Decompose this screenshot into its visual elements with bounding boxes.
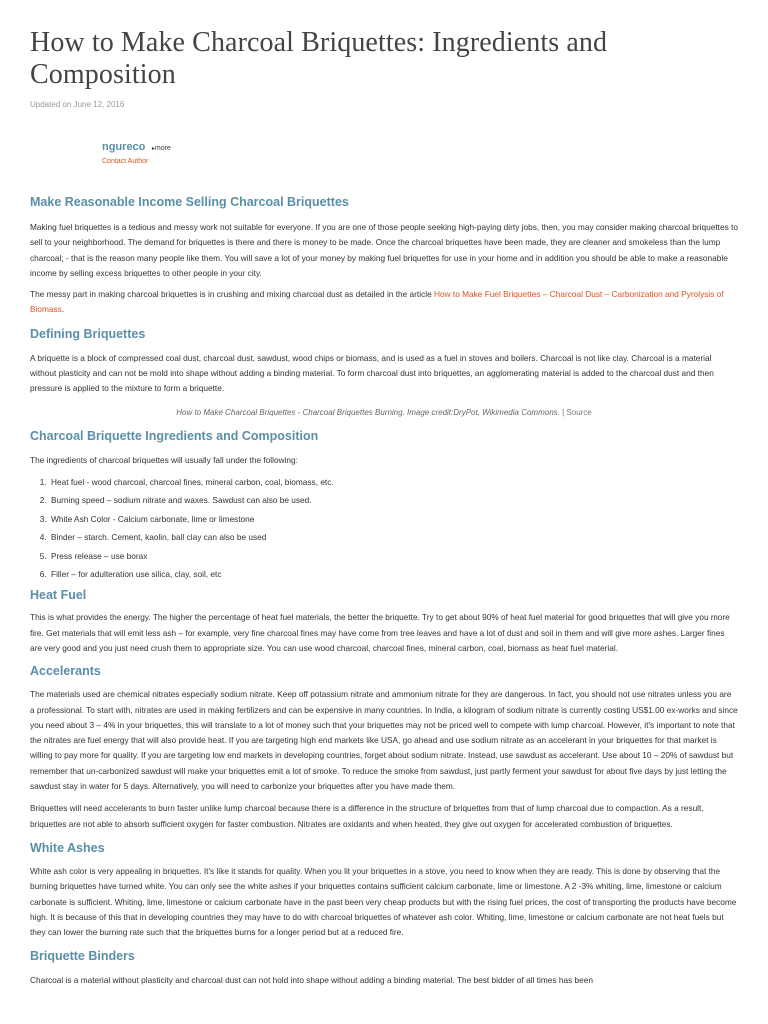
caption-text: How to Make Charcoal Briquettes - Charcoal Briquettes Burning. Image credit:DryPot, Wikimedia Commons. — [176, 407, 560, 417]
section-heading-white-ashes: White Ashes — [30, 840, 105, 855]
section-heading-defining: Defining Briquettes — [30, 326, 146, 341]
list-item: 1. Heat fuel - wood charcoal, charcoal fines, mineral carbon, coal, biomass, etc. — [49, 473, 738, 491]
paragraph: A briquette is a block of compressed coal dust, charcoal dust, sawdust, wood chips or biomass, and is used as a fuel in stoves and boilers. Charcoal is not like clay. Charcoal is a material without plasticity and can not be mold into shape without adding a binding material. To form charcoal dust into briquettes, an agglomerating material is added to the charcoal dust and then pressure is applied to the mixture to form a briquette. — [30, 352, 714, 394]
paragraph-text: The messy part in making charcoal briquettes is in crushing and mixing charcoal dust as detailed in the article — [30, 289, 434, 300]
paragraph — [30, 287, 738, 318]
list-item: 6. Filler – for adulteration use silica, clay, soil, etc — [49, 565, 738, 583]
paragraph-text: . — [61, 304, 65, 315]
list-item: 5. Press release – use borax — [49, 547, 738, 565]
paragraph: Briquettes will need accelerants to burn faster unlike lump charcoal because there is a difference in the structure of briquettes from that of lump charcoal due to compaction. As a result, briquettes are not able to absorb sufficient oxygen for faster combustion. Nitrates are oxidants and when heated, they give out oxygen for accelerated combustion of briquettes. — [30, 803, 704, 829]
paragraph: Charcoal is a material without plasticity and charcoal dust can not hold into shape without adding a binding material. The best bidder of all times has been — [30, 975, 593, 986]
author-name-link[interactable]: ngureco — [102, 141, 146, 153]
chevron-right-icon: ▸ — [151, 146, 155, 152]
source-link[interactable]: Source — [566, 407, 592, 417]
list-item: 4. Binder – starch. Cement, kaolin, ball clay can also be used — [49, 528, 738, 546]
caption-separator: | — [559, 407, 567, 417]
author-more-link[interactable] — [152, 145, 171, 152]
page-title: How to Make Charcoal Briquettes: Ingredients and Composition — [30, 27, 608, 90]
list-item: 3. White Ash Color - Calcium carbonate, lime or limestone — [49, 510, 738, 528]
paragraph: This is what provides the energy. The higher the percentage of heat fuel materials, the better the briquette. Try to get about 90% of heat fuel material for good briquettes that will give you more fire. Get materials that will emit less ash – for example, very fine charcoal fines may have come from tree leaves and have a lot of dust and soil in them and will give more ashes. Larger fines are very good and you just need crush them to appropriate size. You can use wood charcoal, charcoal fines, mineral carbon, coal, biomass as heat fuel material. — [30, 612, 730, 653]
ingredients-list — [30, 473, 738, 583]
contact-author-link[interactable]: Contact Author — [102, 158, 149, 165]
section-heading-ingredients: Charcoal Briquette Ingredients and Composition — [30, 428, 319, 443]
paragraph: Making fuel briquettes is a tedious and messy work not suitable for everyone. If you are one of those people seeking high-paying dirty jobs, then, you may consider making charcoal briquettes to sell to your neighborhood. The demand for briquettes is there and there is money to be made. Once the charcoal briquettes have been made, they are cleaner and smokeless than the lump charcoal; - that is the reason many people like them. You will save a lot of your money by making fuel briquettes for use in your home and in addition you should be able to make a reasonable income by selling excess briquettes to other people in your city. — [30, 222, 738, 278]
section-heading-income: Make Reasonable Income Selling Charcoal Briquettes — [30, 195, 349, 209]
paragraph: The ingredients of charcoal briquettes will usually fall under the following: — [30, 454, 298, 465]
author-more-label: more — [154, 145, 171, 152]
article-link[interactable]: How to Make Fuel Briquettes – Charcoal Dust – Carbonization and Pyrolysis of Biomass — [30, 289, 724, 315]
paragraph: The materials used are chemical nitrates especially sodium nitrate. Keep off potassium nitrate and ammonium nitrate for they are dangerous. In fact, you should not use nitrates unless you are a professional. To start with, nitrates are used in making fertilizers and can be expensive in many countries. In India, a kilogram of sodium nitrate is currently costing US$1.00 ex-works and since you need about 3 – 4% in your briquettes, this will translate to a lot of money such that your briquettes may not be priced well to compete with lump charcoal. However, it's important to note that the nitrates are fuel energy that will also provide heat. If you are targeting high end markets like USA, go ahead and use sodium nitrate as an accelerant in your briquettes for that market is willing to pay more for quality. If you are targeting low end markets in developing countries, forget about sodium nitrate. Instead, use sawdust as accelerant. Use about 10 – 20% of sawdust but remember that un-carbonized sawdust will make your briquettes emit a lot of smoke. To reduce the smoke from sawdust, just partly ferment your sawdust for about five days by just letting the sawdust stay in water for 5 days. Alternatively, you will need to carbonize your briquettes after you have made them. — [30, 689, 738, 792]
paragraph: White ash color is very appealing in briquettes. It's like it stands for quality. When you lit your briquettes in a stove, you need to know when they are ready. This is done by observing that the burning briquettes have turned white. You can only see the white ashes if your briquettes contains sufficient calcium carbonate, lime or limestone. A 2 -3% whiting, lime, limestone or calcium carbonate is sufficient. Whiting, lime, limestone or calcium carbonate have in the past been very cheap products but with the rising fuel prices, the cost of transporting the products have become high. It is because of this that in developing countries they may have to do with charcoal briquettes of whatever ash color. Whiting, lime, limestone or calcium carbonate are not heat fuels but they can lower the burning rate such that the briquettes burns for a longer period but at a reduced fire. — [30, 865, 737, 938]
section-heading-accelerants: Accelerants — [30, 664, 101, 679]
section-heading-binders: Briquette Binders — [30, 949, 135, 964]
image-caption — [30, 408, 738, 417]
updated-date: Updated on June 12, 2016 — [30, 100, 125, 109]
list-item: 2. Burning speed – sodium nitrate and waxes. Sawdust can also be used. — [49, 491, 738, 509]
author-block — [102, 137, 738, 165]
section-heading-heat-fuel: Heat Fuel — [30, 588, 87, 603]
